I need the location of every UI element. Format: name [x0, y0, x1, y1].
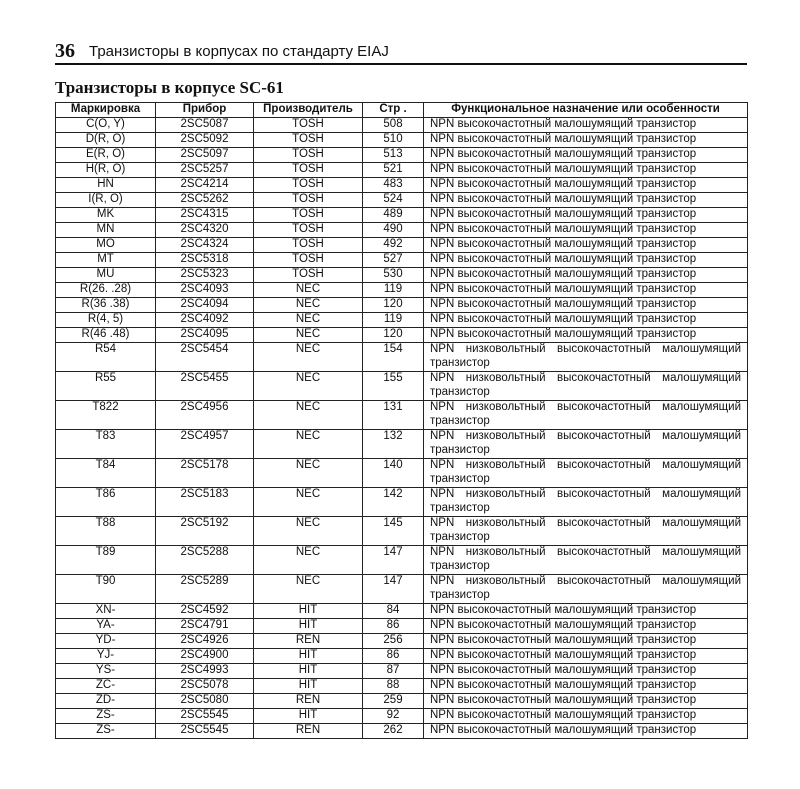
device-cell: 2SC5545 — [156, 724, 254, 739]
marking-cell: T84 — [56, 459, 156, 488]
marking-cell: R(36 .38) — [56, 298, 156, 313]
table-row — [56, 178, 748, 193]
manufacturer-cell: HIT — [254, 709, 363, 724]
manufacturer-cell: NEC — [254, 401, 363, 430]
page-cell: 140 — [363, 459, 424, 488]
manufacturer-cell: TOSH — [254, 163, 363, 178]
page-cell: 489 — [363, 208, 424, 223]
marking-cell: T86 — [56, 488, 156, 517]
function-cell: NPN высокочастотный малошумящий транзистор — [424, 664, 748, 679]
device-cell: 2SC4993 — [156, 664, 254, 679]
page-cell: 132 — [363, 430, 424, 459]
marking-cell: YJ- — [56, 649, 156, 664]
table-row — [56, 118, 748, 133]
marking-cell: YA- — [56, 619, 156, 634]
device-cell: 2SC4094 — [156, 298, 254, 313]
manufacturer-cell: REN — [254, 634, 363, 649]
manufacturer-cell: TOSH — [254, 133, 363, 148]
device-cell: 2SC4900 — [156, 649, 254, 664]
device-cell: 2SC5454 — [156, 343, 254, 372]
manufacturer-cell: TOSH — [254, 178, 363, 193]
device-cell: 2SC5183 — [156, 488, 254, 517]
device-cell: 2SC4095 — [156, 328, 254, 343]
device-cell: 2SC5092 — [156, 133, 254, 148]
manufacturer-cell: HIT — [254, 604, 363, 619]
function-cell: NPN высокочастотный малошумящий транзистор — [424, 634, 748, 649]
page-cell: 142 — [363, 488, 424, 517]
function-cell: NPN высокочастотный малошумящий транзистор — [424, 133, 748, 148]
column-header: Стр . — [363, 103, 424, 118]
page-cell: 84 — [363, 604, 424, 619]
device-cell: 2SC5192 — [156, 517, 254, 546]
manufacturer-cell: NEC — [254, 328, 363, 343]
manufacturer-cell: NEC — [254, 313, 363, 328]
manufacturer-cell: NEC — [254, 546, 363, 575]
table-row — [56, 575, 748, 604]
page-cell: 155 — [363, 372, 424, 401]
manufacturer-cell: NEC — [254, 343, 363, 372]
table-row — [56, 679, 748, 694]
function-cell: NPN высокочастотный малошумящий транзистор — [424, 268, 748, 283]
marking-cell: ZS- — [56, 709, 156, 724]
table-row — [56, 163, 748, 178]
device-cell: 2SC4315 — [156, 208, 254, 223]
marking-cell: I(R, O) — [56, 193, 156, 208]
manufacturer-cell: HIT — [254, 619, 363, 634]
table-row — [56, 193, 748, 208]
table-row — [56, 283, 748, 298]
function-cell: NPN высокочастотный малошумящий транзистор — [424, 619, 748, 634]
marking-cell: D(R, O) — [56, 133, 156, 148]
page-cell: 530 — [363, 268, 424, 283]
page-cell: 147 — [363, 575, 424, 604]
section-title: Транзисторы в корпусе SC-61 — [55, 78, 284, 97]
table-row — [56, 517, 748, 546]
function-cell: NPN низковольтный высокочастотный малошумящий транзистор — [424, 488, 748, 517]
device-cell: 2SC4791 — [156, 619, 254, 634]
function-cell: NPN высокочастотный малошумящий транзистор — [424, 679, 748, 694]
page-cell: 262 — [363, 724, 424, 739]
device-cell: 2SC4214 — [156, 178, 254, 193]
manufacturer-cell: REN — [254, 694, 363, 709]
page-cell: 521 — [363, 163, 424, 178]
marking-cell: H(R, O) — [56, 163, 156, 178]
manufacturer-cell: TOSH — [254, 268, 363, 283]
device-cell: 2SC5078 — [156, 679, 254, 694]
column-header: Функциональное назначение или особенности — [424, 103, 748, 118]
column-header: Производитель — [254, 103, 363, 118]
page-cell: 119 — [363, 313, 424, 328]
device-cell: 2SC4320 — [156, 223, 254, 238]
manufacturer-cell: TOSH — [254, 238, 363, 253]
table-row — [56, 401, 748, 430]
device-cell: 2SC5318 — [156, 253, 254, 268]
page-cell: 510 — [363, 133, 424, 148]
function-cell: NPN высокочастотный малошумящий транзистор — [424, 118, 748, 133]
marking-cell: ZS- — [56, 724, 156, 739]
function-cell: NPN высокочастотный малошумящий транзистор — [424, 724, 748, 739]
page-cell: 154 — [363, 343, 424, 372]
function-cell: NPN высокочастотный малошумящий транзистор — [424, 208, 748, 223]
device-cell: 2SC5097 — [156, 148, 254, 163]
manufacturer-cell: NEC — [254, 430, 363, 459]
function-cell: NPN высокочастотный малошумящий транзистор — [424, 238, 748, 253]
function-cell: NPN высокочастотный малошумящий транзистор — [424, 193, 748, 208]
table-row — [56, 604, 748, 619]
marking-cell: MN — [56, 223, 156, 238]
table-row — [56, 649, 748, 664]
page-cell: 145 — [363, 517, 424, 546]
table-row — [56, 619, 748, 634]
function-cell: NPN высокочастотный малошумящий транзистор — [424, 313, 748, 328]
manufacturer-cell: NEC — [254, 283, 363, 298]
page-number: 36 — [55, 40, 75, 62]
page-cell: 86 — [363, 649, 424, 664]
page-cell: 92 — [363, 709, 424, 724]
table-row — [56, 459, 748, 488]
manufacturer-cell: HIT — [254, 664, 363, 679]
marking-cell: T822 — [56, 401, 156, 430]
table-row — [56, 488, 748, 517]
function-cell: NPN высокочастотный малошумящий транзистор — [424, 253, 748, 268]
function-cell: NPN высокочастотный малошумящий транзистор — [424, 328, 748, 343]
marking-cell: T88 — [56, 517, 156, 546]
manufacturer-cell: TOSH — [254, 118, 363, 133]
function-cell: NPN высокочастотный малошумящий транзистор — [424, 148, 748, 163]
function-cell: NPN низковольтный высокочастотный малошумящий транзистор — [424, 343, 748, 372]
marking-cell: YS- — [56, 664, 156, 679]
running-title: Транзисторы в корпусах по стандарту EIAJ — [89, 43, 389, 60]
device-cell: 2SC5257 — [156, 163, 254, 178]
device-cell: 2SC4093 — [156, 283, 254, 298]
device-cell: 2SC5262 — [156, 193, 254, 208]
table-header-row — [56, 103, 748, 118]
page-cell: 490 — [363, 223, 424, 238]
marking-cell: R(4, 5) — [56, 313, 156, 328]
table-row — [56, 223, 748, 238]
device-cell: 2SC4324 — [156, 238, 254, 253]
table-row — [56, 664, 748, 679]
page-cell: 87 — [363, 664, 424, 679]
table-row — [56, 208, 748, 223]
table-row — [56, 268, 748, 283]
manufacturer-cell: NEC — [254, 459, 363, 488]
manufacturer-cell: TOSH — [254, 253, 363, 268]
device-cell: 2SC5323 — [156, 268, 254, 283]
manufacturer-cell: TOSH — [254, 148, 363, 163]
device-cell: 2SC5178 — [156, 459, 254, 488]
page-cell: 259 — [363, 694, 424, 709]
device-cell: 2SC5080 — [156, 694, 254, 709]
column-header: Прибор — [156, 103, 254, 118]
header-rule — [55, 63, 747, 65]
marking-cell: E(R, O) — [56, 148, 156, 163]
table-row — [56, 430, 748, 459]
device-cell: 2SC5455 — [156, 372, 254, 401]
page-cell: 131 — [363, 401, 424, 430]
marking-cell: ZD- — [56, 694, 156, 709]
device-cell: 2SC4092 — [156, 313, 254, 328]
function-cell: NPN высокочастотный малошумящий транзистор — [424, 604, 748, 619]
page-cell: 524 — [363, 193, 424, 208]
device-cell: 2SC4956 — [156, 401, 254, 430]
table-row — [56, 634, 748, 649]
transistor-table — [55, 102, 748, 739]
marking-cell: MU — [56, 268, 156, 283]
manufacturer-cell: TOSH — [254, 208, 363, 223]
table-row — [56, 313, 748, 328]
table-row — [56, 709, 748, 724]
page-cell: 492 — [363, 238, 424, 253]
marking-cell: R54 — [56, 343, 156, 372]
manufacturer-cell: REN — [254, 724, 363, 739]
page-header — [55, 40, 747, 64]
page-cell: 120 — [363, 298, 424, 313]
table-row — [56, 724, 748, 739]
marking-cell: MO — [56, 238, 156, 253]
column-header: Маркировка — [56, 103, 156, 118]
function-cell: NPN низковольтный высокочастотный малошумящий транзистор — [424, 430, 748, 459]
manufacturer-cell: HIT — [254, 679, 363, 694]
device-cell: 2SC4926 — [156, 634, 254, 649]
marking-cell: YD- — [56, 634, 156, 649]
marking-cell: R55 — [56, 372, 156, 401]
manufacturer-cell: NEC — [254, 517, 363, 546]
function-cell: NPN низковольтный высокочастотный малошумящий транзистор — [424, 401, 748, 430]
function-cell: NPN низковольтный высокочастотный малошумящий транзистор — [424, 546, 748, 575]
function-cell: NPN высокочастотный малошумящий транзистор — [424, 223, 748, 238]
page-cell: 256 — [363, 634, 424, 649]
manufacturer-cell: NEC — [254, 298, 363, 313]
page-cell: 86 — [363, 619, 424, 634]
function-cell: NPN высокочастотный малошумящий транзистор — [424, 298, 748, 313]
manufacturer-cell: TOSH — [254, 223, 363, 238]
marking-cell: R(46 .48) — [56, 328, 156, 343]
manufacturer-cell: HIT — [254, 649, 363, 664]
page-cell: 147 — [363, 546, 424, 575]
table-row — [56, 148, 748, 163]
manufacturer-cell: NEC — [254, 488, 363, 517]
marking-cell: HN — [56, 178, 156, 193]
table-row — [56, 694, 748, 709]
function-cell: NPN высокочастотный малошумящий транзистор — [424, 649, 748, 664]
function-cell: NPN высокочастотный малошумящий транзистор — [424, 694, 748, 709]
marking-cell: T90 — [56, 575, 156, 604]
device-cell: 2SC4592 — [156, 604, 254, 619]
function-cell: NPN высокочастотный малошумящий транзистор — [424, 709, 748, 724]
table-row — [56, 372, 748, 401]
device-cell: 2SC5289 — [156, 575, 254, 604]
page-cell: 119 — [363, 283, 424, 298]
page-cell: 527 — [363, 253, 424, 268]
function-cell: NPN высокочастотный малошумящий транзистор — [424, 163, 748, 178]
marking-cell: C(O, Y) — [56, 118, 156, 133]
page-cell: 120 — [363, 328, 424, 343]
function-cell: NPN низковольтный высокочастотный малошумящий транзистор — [424, 575, 748, 604]
marking-cell: T89 — [56, 546, 156, 575]
page-cell: 508 — [363, 118, 424, 133]
function-cell: NPN низковольтный высокочастотный малошумящий транзистор — [424, 517, 748, 546]
page-cell: 88 — [363, 679, 424, 694]
table-row — [56, 133, 748, 148]
marking-cell: R(26. .28) — [56, 283, 156, 298]
marking-cell: T83 — [56, 430, 156, 459]
device-cell: 2SC5087 — [156, 118, 254, 133]
table-row — [56, 298, 748, 313]
manufacturer-cell: NEC — [254, 575, 363, 604]
function-cell: NPN высокочастотный малошумящий транзистор — [424, 178, 748, 193]
marking-cell: MK — [56, 208, 156, 223]
marking-cell: ZC- — [56, 679, 156, 694]
function-cell: NPN низковольтный высокочастотный малошумящий транзистор — [424, 459, 748, 488]
manufacturer-cell: TOSH — [254, 193, 363, 208]
marking-cell: MT — [56, 253, 156, 268]
table-row — [56, 253, 748, 268]
device-cell: 2SC5288 — [156, 546, 254, 575]
page-cell: 513 — [363, 148, 424, 163]
device-cell: 2SC4957 — [156, 430, 254, 459]
device-cell: 2SC5545 — [156, 709, 254, 724]
table-row — [56, 343, 748, 372]
manufacturer-cell: NEC — [254, 372, 363, 401]
page-cell: 483 — [363, 178, 424, 193]
function-cell: NPN низковольтный высокочастотный малошумящий транзистор — [424, 372, 748, 401]
function-cell: NPN высокочастотный малошумящий транзистор — [424, 283, 748, 298]
marking-cell: XN- — [56, 604, 156, 619]
table-row — [56, 546, 748, 575]
table-row — [56, 328, 748, 343]
table-row — [56, 238, 748, 253]
